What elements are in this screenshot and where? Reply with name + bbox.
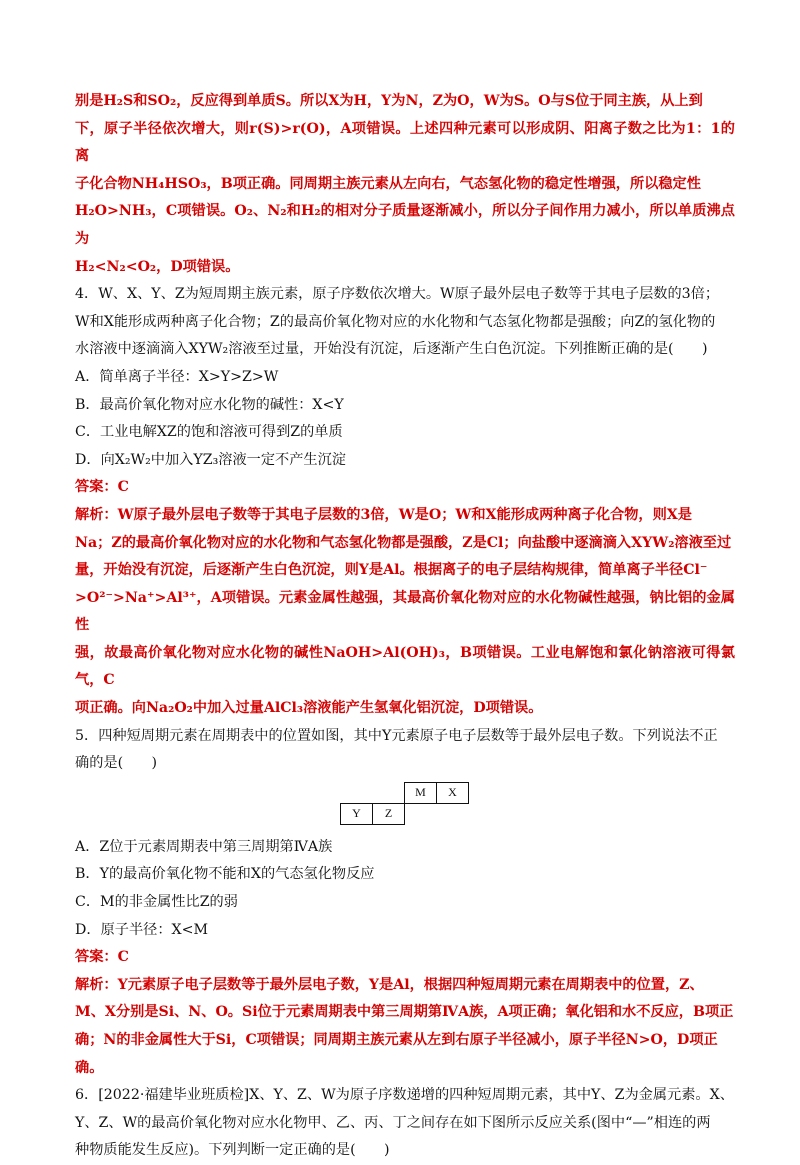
explanation-line: 量，开始没有沉淀，后逐渐产生白色沉淀，则Y是Al。根据离子的电子层结构规律，简单离子半径Cl⁻ <box>75 562 708 579</box>
question-stem: 确的是( ) <box>75 755 158 772</box>
table-cell-empty <box>373 782 405 803</box>
option-c: C．工业电解XZ的饱和溶液可得到Z的单质 <box>75 424 343 441</box>
question-stem: 水溶液中逐滴滴入XYW₂溶液至过量，开始没有沉淀，后逐渐产生白色沉淀。下列推断正确的是( ) <box>75 341 708 358</box>
table-cell-empty <box>437 803 469 824</box>
option-a: A．简单离子半径：X>Y>Z>W <box>75 368 279 385</box>
explanation-line: 解析：Y元素原子电子层数等于最外层电子数，Y是Al，根据四种短周期元素在周期表中的位置，Z、 <box>75 976 704 993</box>
answer: 答案：C <box>75 949 129 966</box>
table-cell-z: Z <box>373 803 405 824</box>
option-b: B．Y的最高价氧化物不能和X的气态氢化物反应 <box>75 866 375 883</box>
option-d: D．向X₂W₂中加入YZ₃溶液一定不产生沉淀 <box>75 451 346 468</box>
question-6 <box>75 1082 735 1165</box>
question-5 <box>75 723 735 1083</box>
explanation-line: 强，故最高价氧化物对应水化物的碱性NaOH>Al(OH)₃，B项错误。工业电解饱和氯化钠溶液可得氯气，C <box>75 644 735 689</box>
question-stem: 种物质能发生反应)。下列判断一定正确的是( ) <box>75 1142 390 1159</box>
element-position-table <box>340 782 469 825</box>
option-d: D．原子半径：X<M <box>75 921 209 938</box>
table-cell-x: X <box>437 782 469 803</box>
explanation-line: H₂<N₂<O₂，D项错误。 <box>75 258 240 275</box>
periodic-table-fragment <box>75 782 735 832</box>
table-cell-empty <box>405 803 437 824</box>
explanation-line: Na；Z的最高价氧化物对应的水化物和气态氢化物都是强酸，Z是Cl；向盐酸中逐滴滴入XYW₂溶液至过 <box>75 534 732 551</box>
table-cell-y: Y <box>341 803 373 824</box>
previous-explanation <box>75 88 735 281</box>
question-stem: 6．[2022·福建毕业班质检]X、Y、Z、W为原子序数递增的四种短周期元素，其中Y、Z为金属元素。X、 <box>75 1087 734 1104</box>
explanation-line: 别是H₂S和SO₂，反应得到单质S。所以X为H，Y为N，Z为O，W为S。O与S位于同主族，从上到 <box>75 93 703 109</box>
question-stem: Y、Z、W的最高价氧化物对应水化物甲、乙、丙、丁之间存在如下图所示反应关系(图中“—”相连的两 <box>75 1114 711 1131</box>
explanation-line: M、X分别是Si、N、O。Si位于元素周期表中第三周期第ⅣA族，A项正确；氧化铝和水不反应，B项正 <box>75 1004 734 1021</box>
explanation-line: >O²⁻>Na⁺>Al³⁺，A项错误。元素金属性越强，其最高价氧化物对应的水化物碱性越强，钠比铝的金属性 <box>75 589 735 634</box>
option-a: A．Z位于元素周期表中第三周期第ⅣA族 <box>75 838 333 855</box>
explanation-line: 确。 <box>75 1059 104 1076</box>
table-cell-empty <box>341 782 373 803</box>
option-c: C．M的非金属性比Z的弱 <box>75 894 238 911</box>
explanation-line: H₂O>NH₃，C项错误。O₂、N₂和H₂的相对分子质量逐渐减小，所以分子间作用力减小，所以单质沸点为 <box>75 203 735 247</box>
document-content <box>75 88 735 1165</box>
question-4 <box>75 281 735 723</box>
explanation-line: 解析：W原子最外层电子数等于其电子层数的3倍，W是O；W和X能形成两种离子化合物，则X是 <box>75 506 692 523</box>
explanation-line: 项正确。向Na₂O₂中加入过量AlCl₃溶液能产生氢氧化铝沉淀，D项错误。 <box>75 700 543 717</box>
table-cell-m: M <box>405 782 437 803</box>
question-stem: 4．W、X、Y、Z为短周期主族元素，原子序数依次增大。W原子最外层电子数等于其电子层数的3倍； <box>75 286 720 303</box>
question-stem: W和X能形成两种离子化合物；Z的最高价氧化物对应的水化物和气态氢化物都是强酸；向Z的氢化物的 <box>75 313 716 330</box>
answer: 答案：C <box>75 479 129 496</box>
question-stem: 5．四种短周期元素在周期表中的位置如图，其中Y元素原子电子层数等于最外层电子数。下列说法不正 <box>75 727 718 744</box>
explanation-line: 下，原子半径依次增大，则r(S)>r(O)，A项错误。上述四种元素可以形成阴、阳离子数之比为1：1的离 <box>75 120 735 165</box>
explanation-line: 确；N的非金属性大于Si，C项错误；同周期主族元素从左到右原子半径减小，原子半径N>O，D项正 <box>75 1032 718 1048</box>
explanation-line: 子化合物NH₄HSO₃，B项正确。同周期主族元素从左向右，气态氢化物的稳定性增强，所以稳定性 <box>75 175 701 192</box>
option-b: B．最高价氧化物对应水化物的碱性：X<Y <box>75 396 344 413</box>
